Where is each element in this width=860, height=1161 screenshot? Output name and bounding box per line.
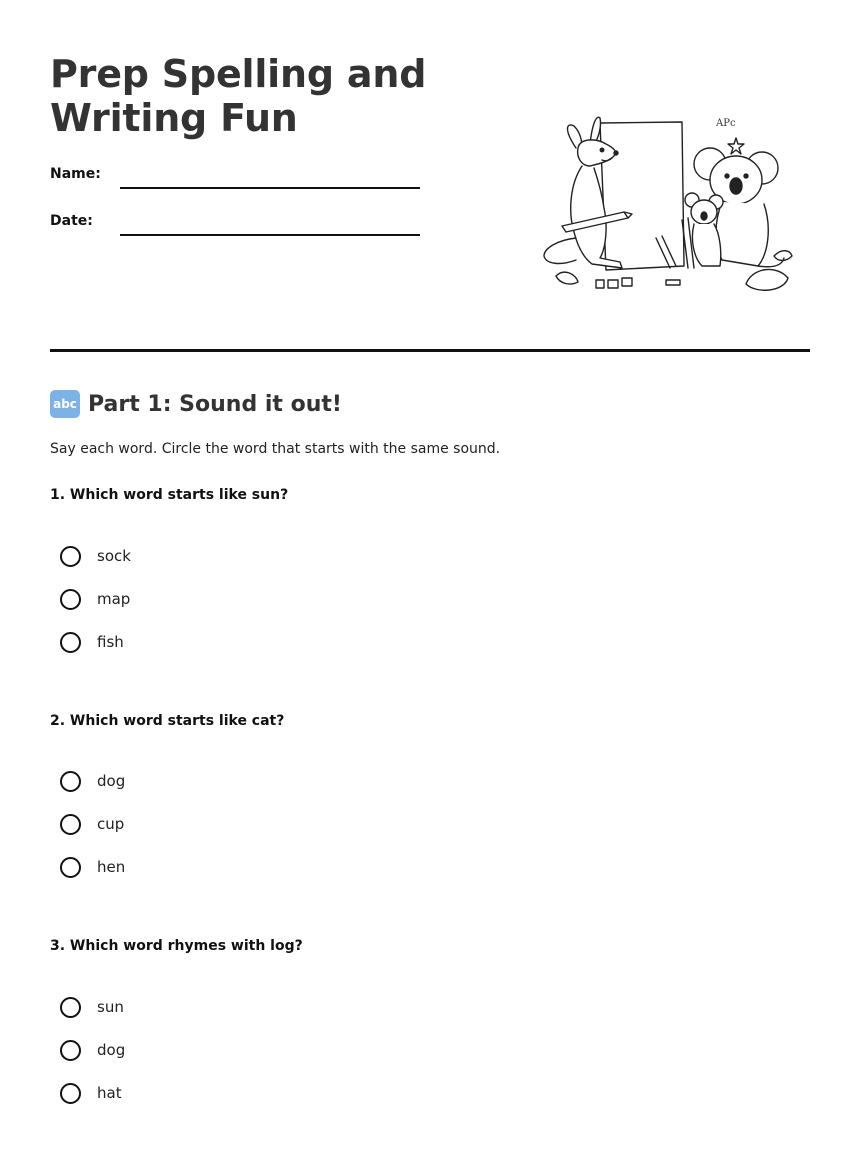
option-dog[interactable] <box>60 767 360 795</box>
part1-heading <box>50 388 342 420</box>
option-map[interactable] <box>60 585 360 613</box>
question-1 <box>50 487 750 651</box>
option-label: dog <box>97 772 126 790</box>
option-label: hen <box>97 858 126 876</box>
date-field[interactable] <box>50 213 420 243</box>
animals-illustration <box>536 108 796 303</box>
question-2 <box>50 713 750 876</box>
option-label: sock <box>97 547 131 565</box>
name-write-line[interactable] <box>120 187 420 189</box>
option-label: fish <box>97 633 124 651</box>
option-label: map <box>97 590 131 608</box>
abc-icon: abc <box>50 390 80 418</box>
option-hat[interactable] <box>60 1079 360 1107</box>
option-cup[interactable] <box>60 810 360 838</box>
illustration-text: APc <box>716 118 736 129</box>
radio-circle[interactable] <box>60 546 81 567</box>
option-fish[interactable] <box>60 628 360 656</box>
option-sock[interactable] <box>60 542 360 570</box>
section-divider <box>50 349 810 352</box>
option-dog[interactable] <box>60 1036 360 1064</box>
option-label: dog <box>97 1041 126 1059</box>
option-label: cup <box>97 815 125 833</box>
part1-instructions: Say each word. Circle the word that starts with the same sound. <box>50 441 501 457</box>
option-hen[interactable] <box>60 853 360 881</box>
option-label: hat <box>97 1084 122 1102</box>
worksheet-title: Prep Spelling and Writing Fun <box>50 52 427 140</box>
radio-circle[interactable] <box>60 857 81 878</box>
radio-circle[interactable] <box>60 632 81 653</box>
name-label: Name: <box>50 166 101 182</box>
radio-circle[interactable] <box>60 1083 81 1104</box>
option-label: sun <box>97 998 124 1016</box>
date-label: Date: <box>50 213 93 229</box>
date-write-line[interactable] <box>120 234 420 236</box>
radio-circle[interactable] <box>60 771 81 792</box>
radio-circle[interactable] <box>60 997 81 1018</box>
name-field[interactable] <box>50 166 420 196</box>
radio-circle[interactable] <box>60 589 81 610</box>
part1-title: Part 1: Sound it out! <box>88 391 342 417</box>
radio-circle[interactable] <box>60 1040 81 1061</box>
question-text: 3. Which word rhymes with log? <box>50 938 303 954</box>
question-text: 2. Which word starts like cat? <box>50 713 285 729</box>
radio-circle[interactable] <box>60 814 81 835</box>
option-sun[interactable] <box>60 993 360 1021</box>
question-3 <box>50 938 750 1102</box>
question-text: 1. Which word starts like sun? <box>50 487 289 503</box>
